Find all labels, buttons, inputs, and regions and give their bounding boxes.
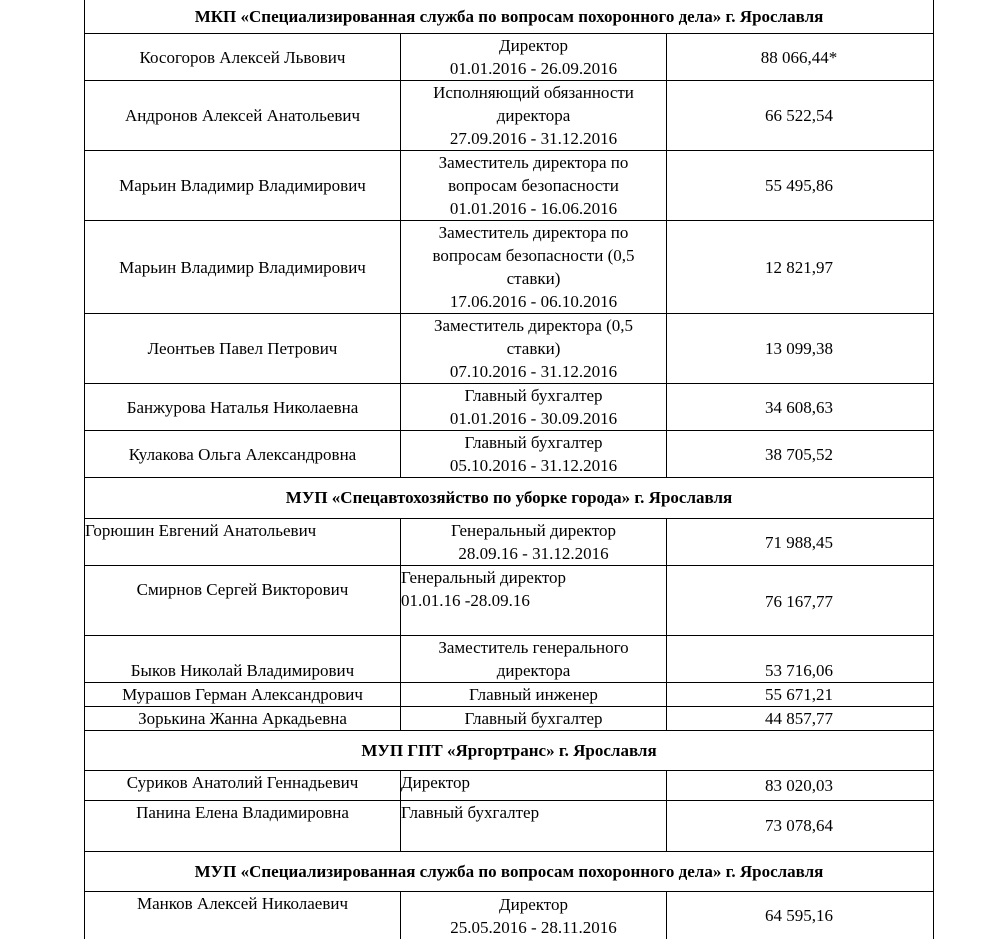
position-line: Заместитель директора по	[438, 153, 629, 172]
position-line: Генеральный директор	[450, 521, 617, 540]
section-title: МУП ГПТ «Яргортранс» г. Ярославля	[361, 740, 657, 760]
employee-name: Марьин Владимир Владимирович	[85, 151, 401, 220]
position-line: Главный бухгалтер	[401, 803, 540, 822]
table-row	[85, 636, 933, 683]
position-line: 01.01.2016 - 16.06.2016	[449, 199, 618, 218]
salary-value: 44 857,77	[765, 709, 833, 728]
position-line: Главный бухгалтер	[464, 709, 603, 728]
section-header	[85, 852, 933, 892]
section-title: МУП «Спецавтохозяйство по уборке города» г. Ярославля	[285, 488, 733, 507]
position-line: Исполняющий обязанности	[433, 83, 634, 102]
position-line: 01.01.2016 - 30.09.2016	[449, 409, 618, 428]
position-line: Заместитель генерального	[438, 638, 629, 657]
position-line: 01.01.16 -28.09.16	[401, 591, 530, 610]
table-row	[85, 707, 933, 731]
table-row	[85, 151, 933, 221]
section-header	[85, 0, 933, 34]
employee-name: Кулакова Ольга Александровна	[85, 431, 401, 477]
position-line: директора	[496, 661, 571, 680]
position-line: Директор	[499, 894, 568, 914]
employee-name: Марьин Владимир Владимирович	[85, 221, 401, 313]
position-line: 01.01.2016 - 26.09.2016	[449, 59, 618, 78]
employee-name: Панина Елена Владимировна	[85, 801, 401, 851]
table-row	[85, 566, 933, 636]
position-cell	[401, 636, 667, 682]
position-cell	[401, 314, 667, 383]
section-title: МКП «Специализированная служба по вопросам похоронного дела» г. Ярославля	[194, 6, 824, 26]
table-row	[85, 81, 933, 151]
employee-name: Смирнов Сергей Викторович	[85, 566, 401, 635]
employee-name: Банжурова Наталья Николаевна	[85, 384, 401, 430]
position-cell	[401, 151, 667, 220]
salary-table	[84, 0, 934, 939]
position-cell	[401, 384, 667, 430]
section-header	[85, 478, 933, 519]
position-cell	[401, 801, 667, 851]
position-cell	[401, 683, 667, 706]
salary-value: 55 671,21	[765, 685, 833, 704]
position-line: 27.09.2016 - 31.12.2016	[449, 129, 618, 148]
position-cell	[401, 566, 667, 635]
salary-value: 38 705,52	[765, 444, 833, 464]
salary-value: 34 608,63	[765, 397, 833, 417]
position-line: 05.10.2016 - 31.12.2016	[449, 456, 618, 475]
table-row	[85, 314, 933, 384]
salary-value: 88 066,44*	[760, 47, 838, 67]
position-line: Генеральный директор	[401, 568, 567, 587]
table-row	[85, 801, 933, 852]
position-cell	[401, 707, 667, 730]
table-row	[85, 771, 933, 801]
position-cell	[401, 81, 667, 150]
position-line: вопросам безопасности	[448, 176, 619, 195]
position-line: директора	[496, 106, 571, 125]
position-cell	[401, 771, 667, 800]
position-line: 17.06.2016 - 06.10.2016	[449, 292, 618, 311]
salary-value: 73 078,64	[765, 816, 833, 835]
employee-name: Мурашов Герман Александрович	[85, 683, 401, 706]
position-line: Главный бухгалтер	[464, 433, 603, 452]
table-row	[85, 519, 933, 566]
salary-value: 55 495,86	[765, 176, 833, 195]
table-row	[85, 892, 933, 939]
position-line: 07.10.2016 - 31.12.2016	[449, 362, 618, 381]
position-line: вопросам безопасности (0,5	[432, 246, 635, 265]
table-row	[85, 431, 933, 478]
salary-value: 66 522,54	[765, 106, 833, 125]
employee-name: Леонтьев Павел Петрович	[85, 314, 401, 383]
position-line: 25.05.2016 - 28.11.2016	[450, 917, 617, 937]
position-line: Директор	[499, 36, 568, 55]
salary-value: 53 716,06	[765, 661, 833, 680]
position-line: ставки)	[506, 339, 561, 358]
salary-value: 64 595,16	[765, 906, 833, 925]
salary-value: 76 167,77	[765, 592, 833, 611]
employee-name: Андронов Алексей Анатольевич	[85, 81, 401, 150]
employee-name: Горюшин Евгений Анатольевич	[85, 519, 401, 565]
position-cell	[401, 892, 667, 939]
table-row	[85, 221, 933, 314]
position-cell	[401, 519, 667, 565]
table-row	[85, 384, 933, 431]
position-line: Главный инженер	[469, 685, 598, 704]
salary-value: 13 099,38	[765, 339, 833, 358]
position-cell	[401, 34, 667, 80]
employee-name: Суриков Анатолий Геннадьевич	[85, 771, 401, 800]
employee-name: Манков Алексей Николаевич	[85, 892, 401, 939]
position-line: Директор	[401, 773, 470, 792]
position-line: Заместитель директора (0,5	[433, 316, 634, 335]
salary-value: 83 020,03	[765, 776, 833, 795]
position-line: Главный бухгалтер	[464, 386, 603, 405]
position-line: Заместитель директора по	[438, 223, 629, 242]
position-line: ставки)	[506, 269, 561, 288]
employee-name: Быков Николай Владимирович	[85, 636, 401, 682]
position-cell	[401, 221, 667, 313]
position-cell	[401, 431, 667, 477]
employee-name: Зорькина Жанна Аркадьевна	[85, 707, 401, 730]
table-row	[85, 34, 933, 81]
section-title: МУП «Специализированная служба по вопросам похоронного дела» г. Ярославля	[194, 861, 824, 881]
salary-value: 71 988,45	[765, 532, 833, 552]
position-line: 28.09.16 - 31.12.2016	[458, 544, 609, 563]
section-header	[85, 731, 933, 771]
salary-value: 12 821,97	[765, 257, 833, 277]
employee-name: Косогоров Алексей Львович	[85, 34, 401, 80]
table-row	[85, 683, 933, 707]
